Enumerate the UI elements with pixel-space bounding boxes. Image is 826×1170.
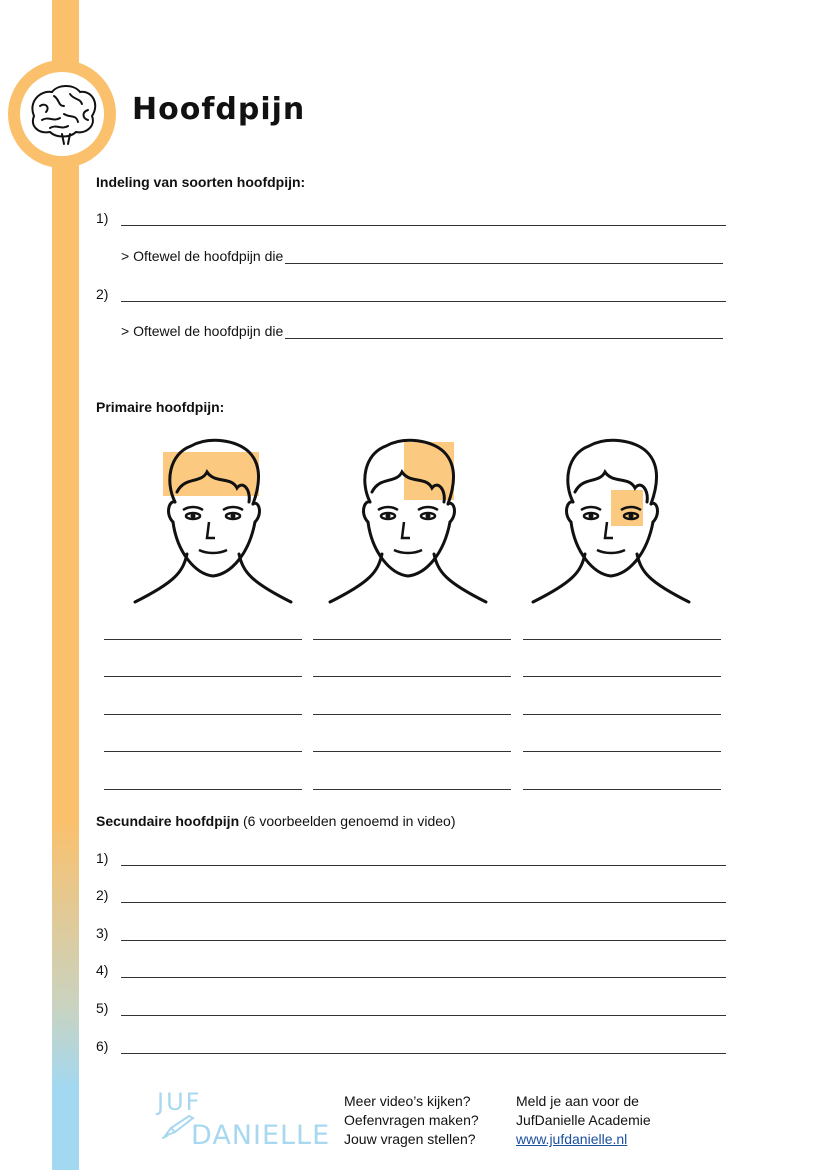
heading-note: (6 voorbeelden genoemd in video) [243, 813, 456, 829]
sidebar-color-bar [52, 0, 79, 1170]
website-link[interactable]: www.jufdanielle.nl [516, 1131, 628, 1147]
promo-line: Meer video’s kijken? [344, 1093, 471, 1109]
item-number: 1) [96, 210, 109, 226]
answer-line-2-explanation[interactable] [121, 323, 723, 339]
promo-line: Oefenvragen maken? [344, 1112, 479, 1128]
item-number: 5) [96, 1000, 109, 1016]
answer-line-1[interactable] [96, 210, 726, 226]
blank-line[interactable] [121, 1001, 726, 1016]
secondary-line-3[interactable] [96, 925, 726, 941]
blank-line[interactable] [121, 211, 726, 226]
blank-line[interactable] [121, 888, 726, 903]
secondary-line-1[interactable] [96, 850, 726, 866]
blank-line[interactable] [121, 1039, 726, 1054]
secondary-line-2[interactable] [96, 887, 726, 903]
footer-promo-text [344, 1092, 479, 1149]
face-illustration-cluster [523, 432, 693, 612]
section-heading-secondary [96, 813, 456, 829]
item-number: 1) [96, 850, 109, 866]
item-number: 6) [96, 1038, 109, 1054]
face2-answer-line[interactable] [313, 713, 511, 715]
face1-answer-line[interactable] [104, 675, 302, 677]
face3-answer-line[interactable] [523, 675, 721, 677]
face2-answer-line[interactable] [313, 675, 511, 677]
logo-text-danielle: DANIELLE [191, 1120, 331, 1151]
secondary-line-6[interactable] [96, 1038, 726, 1054]
face-illustration-tension [125, 432, 295, 612]
signup-line: Meld je aan voor de [516, 1093, 639, 1109]
face1-answer-line[interactable] [104, 713, 302, 715]
face3-answer-line[interactable] [523, 788, 721, 790]
answer-line-1-explanation[interactable] [121, 248, 723, 264]
blank-line[interactable] [285, 249, 723, 264]
face1-answer-line[interactable] [104, 750, 302, 752]
face2-answer-line[interactable] [313, 750, 511, 752]
page-title: Hoofdpijn [132, 92, 306, 127]
answer-line-2[interactable] [96, 286, 726, 302]
prefix-text: > Oftewel de hoofdpijn die [121, 248, 284, 264]
blank-line[interactable] [121, 926, 726, 941]
item-number: 3) [96, 925, 109, 941]
item-number: 2) [96, 887, 109, 903]
face1-answer-line[interactable] [104, 788, 302, 790]
item-number: 2) [96, 286, 109, 302]
blank-line[interactable] [121, 851, 726, 866]
blank-line[interactable] [121, 287, 726, 302]
section-heading-types: Indeling van soorten hoofdpijn: [96, 174, 306, 190]
jufdanielle-logo [155, 1088, 331, 1152]
face-illustration-migraine [320, 432, 490, 612]
blank-line[interactable] [285, 324, 723, 339]
heading-text: Secundaire hoofdpijn [96, 813, 240, 829]
brain-logo-badge [8, 60, 116, 168]
logo-text-juf: JUF [157, 1088, 202, 1116]
section-heading-primary: Primaire hoofdpijn: [96, 399, 225, 415]
footer-signup-text [516, 1092, 651, 1149]
face3-answer-line[interactable] [523, 638, 721, 640]
promo-line: Jouw vragen stellen? [344, 1131, 476, 1147]
secondary-line-5[interactable] [96, 1000, 726, 1016]
prefix-text: > Oftewel de hoofdpijn die [121, 323, 284, 339]
blank-line[interactable] [121, 963, 726, 978]
item-number: 4) [96, 962, 109, 978]
secondary-line-4[interactable] [96, 962, 726, 978]
face2-answer-line[interactable] [313, 788, 511, 790]
signup-line: JufDanielle Academie [516, 1112, 651, 1128]
face1-answer-line[interactable] [104, 638, 302, 640]
face3-answer-line[interactable] [523, 713, 721, 715]
brain-icon [20, 72, 104, 156]
face3-answer-line[interactable] [523, 750, 721, 752]
face2-answer-line[interactable] [313, 638, 511, 640]
